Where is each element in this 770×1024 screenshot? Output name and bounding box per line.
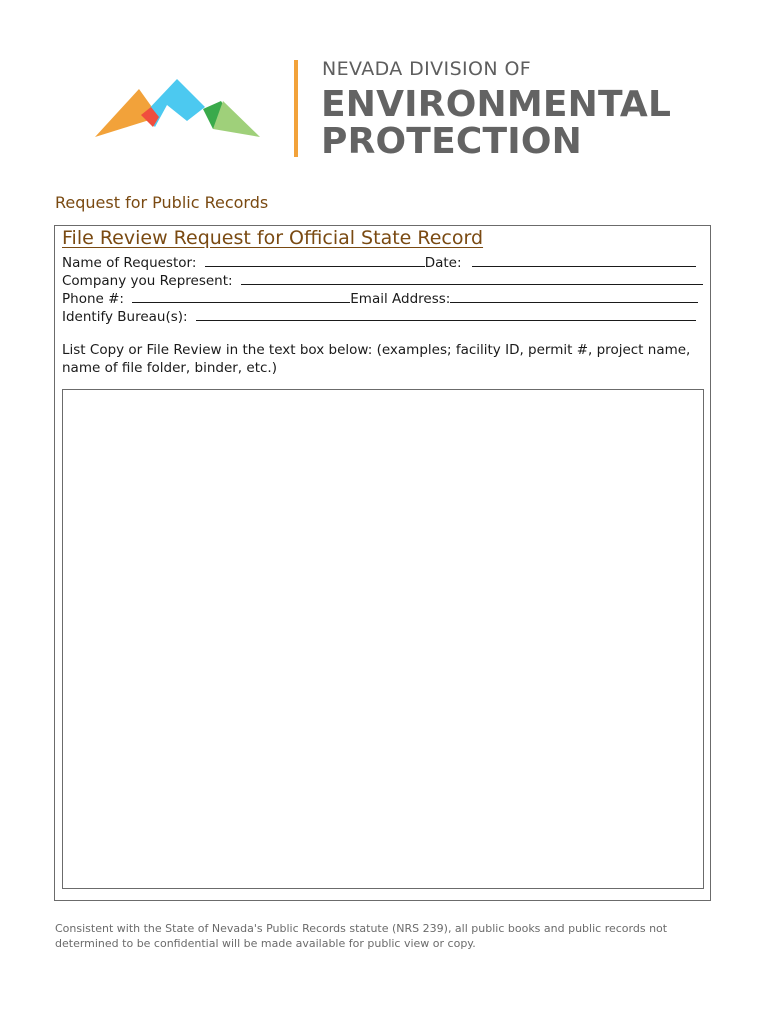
date-label: Date: xyxy=(424,255,462,271)
requestor-label: Name of Requestor: xyxy=(62,255,197,271)
bureau-label: Identify Bureau(s): xyxy=(62,309,188,325)
page-subtitle: Request for Public Records xyxy=(55,193,269,212)
request-form xyxy=(54,225,711,901)
phone-field[interactable] xyxy=(132,288,350,303)
company-row xyxy=(62,270,703,288)
company-label: Company you Represent: xyxy=(62,273,233,289)
bureau-row xyxy=(62,306,696,324)
email-label: Email Address: xyxy=(350,291,451,307)
logo-divider xyxy=(294,60,298,157)
date-field[interactable] xyxy=(472,252,696,267)
phone-label: Phone #: xyxy=(62,291,124,307)
requestor-field[interactable] xyxy=(205,252,425,267)
records-request-textbox[interactable] xyxy=(62,389,704,889)
form-title: File Review Request for Official State Record xyxy=(62,227,484,249)
logo-agency-line: NEVADA DIVISION OF xyxy=(322,58,532,80)
footer-disclaimer: Consistent with the State of Nevada's Public Records statute (NRS 239), all public books and public records not determined to be confidential will be made available for public view or copy. xyxy=(55,922,668,950)
logo-environmental-line: ENVIRONMENTAL xyxy=(321,84,672,125)
company-field[interactable] xyxy=(241,270,703,285)
ndep-logo-mountains-icon xyxy=(95,75,265,145)
phone-row xyxy=(62,288,698,306)
bureau-field[interactable] xyxy=(196,306,696,321)
logo-protection-line: PROTECTION xyxy=(321,121,582,162)
instructions-text: List Copy or File Review in the text box below: (examples; facility ID, permit #, project name, name of file folder, binder, etc.) xyxy=(62,342,691,376)
requestor-row xyxy=(62,252,696,270)
email-field[interactable] xyxy=(450,288,698,303)
